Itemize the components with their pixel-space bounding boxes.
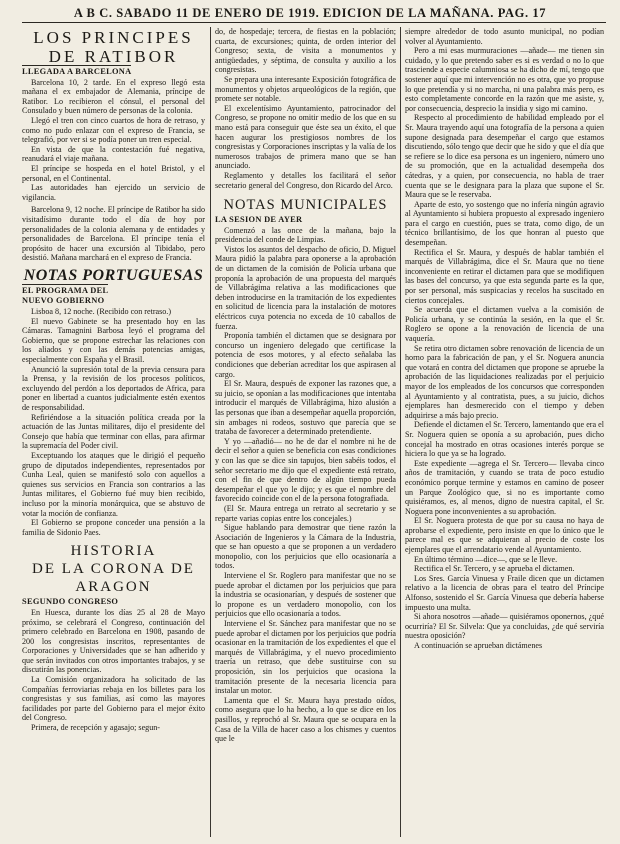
paragraph: siempre alrededor de todo asunto municipal, no podían volver al Ayuntamiento.	[405, 27, 604, 46]
article-title-aragon-a: HISTORIA	[70, 543, 157, 560]
paragraph: Se prepara una interesante Exposición fotográfica de monumentos y objetos arqueológicos de la región, que promete ser notable.	[215, 74, 396, 104]
article-subtitle-aragon: SEGUNDO CONGRESO	[22, 597, 119, 607]
paragraph: En último término —dice—, que se le lleve.	[414, 554, 558, 564]
column-1	[22, 27, 205, 837]
subtitle-text: EL PROGRAMA DEL	[22, 285, 109, 295]
paragraph: Defiende el dictamen el Sr. Tercero, lamentando que era el Sr. Noguera quien se oponía a su aprobación, pues dicho concejal ha mostrado en otras ocasiones interés porque se hiciera lo que ya se ha logrado.	[405, 420, 604, 459]
paragraph: El Gobierno se propone conceder una pensión a la familia de Sidonio Paes.	[22, 518, 205, 537]
paragraph: El Sr. Maura, después de exponer las razones que, a su juicio, se oponían a las modificaciones que intentaba introducir el marqués de Villabrágima, hizo alusión a las personas que iban a desempeñar aquella proporción, sin ambages ni rodeos, sostuvo que parecía que se trataba de favorecer a determinado pretendiente.	[215, 379, 396, 437]
paragraph: Pero a mi esas murmuraciones —añade— me tienen sin cuidado, y lo que pretendo saber es si es verdad o no lo que trasciende a especie calumniosa se ha dicho de mí, tengo que sostener aquí que mi intervención no es otra, que yo propuse lo que pretendía y si no marcha, ni una palabra más pero, es esto completamente concorde en la razón que me asiste, y, por consecuencia, desprecio la insidia y sigo mi camino.	[405, 46, 604, 113]
page-header: A B C. SABADO 11 DE ENERO DE 1919. EDICION DE LA MAÑANA. PAG. 17	[73, 6, 547, 20]
paragraph: Llegó el tren con cinco cuartos de hora de retraso, y como no pudo enlazar con el expreso de Francia, se telegrafió, por ver si se podía poner un tren especial.	[22, 115, 205, 145]
article-title-aragon-c: ARAGON	[75, 579, 152, 596]
paragraph: Reglamento y detalles los facilitará el señor secretario general del Congreso, don Ricardo del Arco.	[215, 170, 396, 190]
paragraph: El príncipe se hospeda en el hotel Bristol, y el personal, en el Continental.	[22, 163, 205, 183]
paragraph: Refiriéndose a la situación política creada por la actuación de las Juntas militares, dijo el presidente del Consejo que había que terminar con ellas, para afirmar la supremacía del Poder civil.	[22, 412, 205, 451]
article-title-ratibor-a: LOS PRINCIPES	[33, 28, 194, 47]
paragraph: Barcelona 9, 12 noche. El príncipe de Ratibor ha sido visitadísimo durante todo el día de hoy por personalidades de la colonia alemana y de entidades y personalidades de Barcelona. El príncipe tenía el propósito de hacer una excursión al Tibidabo, pero desistió. Mañana marchará en el expreso de Francia.	[22, 205, 205, 263]
paragraph: Aparte de esto, yo sostengo que no infería ningún agravio al Ayuntamiento si hubiera propuesto al expresado ingeniero para el cargo en cuestión, pues se trata, como digo, de un técnico brillantísimo, de los que honran al puesto que desempeñan.	[405, 199, 604, 248]
paragraph: Los Sres. García Vinuesa y Fraile dicen que un dictamen relativo a la licencia de obras para el teatro del Príncipe Alfonso, sostenido el Sr. García Vinuesa que debería haberse impuesto una multa.	[405, 573, 604, 612]
paragraph: En vista de que la contestación fué negativa, reanudará el viaje mañana.	[22, 144, 205, 164]
article-title-ratibor-b: DE RATIBOR	[48, 47, 179, 66]
paragraph: Y yo —añadió— no he de dar el nombre ni he de decir el señor a quien se beneficia con esas condiciones y con las que se dice sin tapujos, bien sabéis todos, el señor secretario me dijo que el expediente está retrato, con el fin de que dentro de algún tiempo pueda desempeñar el que yo le dijo; y es que el nombre del favorecido coincide con el de la persona fotografiada.	[215, 436, 396, 504]
paragraph: En Huesca, durante los días 25 al 28 de Mayo próximo, se celebrará el Congreso, continuación del primero celebrado en Barcelona en 1908, pasando de 200 los congresistas inscritos, representantes de Corporaciones y Universidades que se han adherido y que serán invitados con otros importantes trabajos, y se discutirán las ponencias.	[22, 607, 205, 675]
paragraph: Vistos los asuntos del despacho de oficio, D. Miguel Maura pidió la palabra para oponerse a la aprobación de un dictamen de la comisión de Policía urbana que proponía la aprobación de una propuesta del marqués de Villabrágima relativa a las modificaciones que deben introducirse en la tramitación de los expedientes en solicitud de licencia para la instalación de motores eléctricos cuya potencia no exceda de 10 caballos de fuerza.	[215, 244, 396, 331]
paragraph: Respecto al procedimiento de habilidad empleado por el Sr. Maura trayendo aquí una fotografía de la persona a quien supone designada para desempeñar el cargo que estamos discutiendo, sólo tengo que decir que he sido y que el día que se refiere se lo dice esa persona es un ingeniero, número uno de su promoción, que en la actualidad desempeña dos cátedras, y a quien, por consecuencia, no habla de traer cuenta que se le designara para la plaza que supone el Sr. Maura que se le reservaba.	[405, 113, 604, 200]
paragraph: Exceptuando los ataques que le dirigió el pequeño grupo de diputados independientes, representados por Cunha Leal, quien se manifestó solo con aquellos a quienes sus servicios en Francia son contrarios a las Juntas militares, el Gobierno fué muy bien recibido, incluso por la minoría monárquica, que se abstuvo de votar la moción de confianza.	[22, 450, 205, 518]
column-3	[405, 27, 604, 837]
column-divider-2	[400, 27, 401, 837]
paragraph: Las autoridades han ejercido un servicio de vigilancia.	[22, 183, 205, 202]
paragraph: Se acuerda que el dictamen vuelva a la comisión de Policía urbana, y se continúa la sesión, en la que el Sr. Roglero se opone a la renovación de licencia de una vaquería.	[405, 305, 604, 343]
column-2	[215, 27, 396, 837]
paragraph: El excelentísimo Ayuntamiento, patrocinador del Congreso, se propone no omitir medio de los que en su mano está para conseguir que éste sea un éxito, el que hacen augurar los prestigiosos nombres de los congresistas y Corporaciones inscriptas y la valía de los numerosos trabajos de primera mano que se han anunciado.	[215, 103, 396, 171]
article-title-portugal: NOTAS PORTUGUESAS	[23, 266, 204, 284]
paragraph: (El Sr. Maura entrega un retrato al secretario y se reparte varias copias entre los concejales.)	[215, 503, 396, 523]
paragraph: Rectifica el Sr. Maura, y después de hablar también el marqués de Villabrágima, dice el Sr. Maura que no tiene inconveniente en retirar el dictamen para que se modifiquen las bases del concurso, ya que esta segunda parte es la que, por ser personal, más suspicacias y recelos ha suscitado en ciertos concejales.	[405, 247, 604, 305]
paragraph: do, de hospedaje; tercera, de fiestas en la población; cuarta, de excursiones; quinta, de orden interior del Congreso; sexta, de visita a monumentos y antigüedades, y séptima, de consulta y auxilio a los congresistas.	[215, 27, 396, 75]
paragraph: Anunció la supresión total de la previa censura para la Prensa, y la revisión de los procesos políticos, excluyendo del perdón a los deportados de Africa, para poner en libertad a cuantos judicialmente estén exentos de responsabilidad.	[22, 364, 205, 412]
paragraph: Este expediente —agrega el Sr. Tercero— llevaba cinco años de tramitación, y cuando se trata de poco estudio económico porque termine y estamos en camino de poseer un Parque Zoológico que, si no es importante como quisiéramos, es, al menos, digno de nuestra capital, el Sr. Noguera pone inconvenientes a su aprobación.	[405, 458, 604, 516]
paragraph: Lamenta que el Sr. Maura haya prestado oídos, como asegura que lo ha hecho, a lo que se dice en los pasillos, y reprochó al Sr. Maura que se ocupara en la Casa de la Villa de hacer caso a los chismes y cuentos que le	[215, 695, 396, 744]
paragraph: Lisboa 8, 12 noche. (Recibido con retraso.)	[31, 307, 172, 317]
header-rule	[22, 22, 606, 23]
paragraph: Rectifica el Sr. Tercero, y se aprueba el dictamen.	[414, 564, 575, 574]
article-subtitle-ratibor	[22, 67, 205, 77]
article-title-municipales: NOTAS MUNICIPALES	[223, 197, 388, 214]
paragraph: Sigue hablando para demostrar que tiene razón la Asociación de Ingenieros y la Cámara de la Industria, que se han opuesto a que se proponen a un verdadero monopolio, con los perjuicios que ello ocasionaría a todos.	[215, 523, 396, 571]
paragraph: Se retira otro dictamen sobre renovación de licencia de un horno para la fabricación de pan, y el Sr. Noguera anuncia que votará en contra del dictamen que propone se apruebe la aprobación de las liquidaciones realizadas por el perjuicio mayor de los empleados de los concursos que corresponden al Ayuntamiento y al contratista, pues, a su juicio, dichos ejemplares han desmerecido con el tiempo y deben adquirirse a más bajo precio.	[405, 343, 604, 420]
article-subtitle-portugal-b: NUEVO GOBIERNO	[22, 296, 105, 306]
column-divider-1	[210, 27, 211, 837]
paragraph: El nuevo Gabinete se ha presentado hoy en las Cámaras. Tamagnini Barbosa leyó el programa del Gobierno, que se propone estrechar las relaciones con los aliados y con las demás potencias amigas, especialmente con España y el Brasil.	[22, 316, 205, 365]
article-title-aragon-b: DE LA CORONA DE	[32, 561, 195, 578]
paragraph: Barcelona 10, 2 tarde. En el expreso llegó esta mañana el ex embajador de Alemania, príncipe de Ratibor. Lo recibieron el cónsul, el personal del Consulado y buen número de personas de la colonia.	[22, 77, 205, 116]
paragraph: Si ahora nosotros —añade— quisiéramos oponernos, ¿qué ocurriría? El Sr. Silvela: Que ya concluidas, ¿de qué serviría nuestra oposición?	[405, 612, 604, 641]
paragraph: A continuación se aprueban dictámenes	[414, 641, 543, 650]
paragraph: La Comisión organizadora ha solicitado de las Compañías ferroviarias rebaja en los billetes para los congresistas y sus familias, así como las mayores facilidades por parte del Gobierno para el mejor éxito del Congreso.	[22, 675, 205, 723]
paragraph: Comenzó a las once de la mañana, bajo la presidencia del conde de Limpias.	[215, 225, 396, 245]
article-subtitle-municipales: LA SESION DE AYER	[215, 215, 303, 225]
paragraph: Interviene el Sr. Sánchez para manifestar que no se puede aprobar el dictamen por los perjuicios que podría ocasionar en la tramitación de los expedientes el que el marqués de Villabrágima, y el nuevo procedimiento traería un retraso, que debe sustituirse con su proposición, sin los perjuicios que ocasiona la tramitación presente de la necesaria licencia para instalar un motor.	[215, 619, 396, 696]
subtitle-text: LLEGADA A BARCELONA	[22, 67, 132, 76]
article-subtitle-portugal-a	[22, 286, 205, 296]
paragraph: Proponía también el dictamen que se designara por concurso un ingeniero delegado que certificase la potencia de esos motores, y al efecto señalaba las condiciones que deberían acreditar los que aspirasen al cargo.	[215, 331, 396, 379]
paragraph: Primera, de recepción y agasajo; segun-	[31, 723, 160, 733]
paragraph: El Sr. Noguera protesta de que por su causa no haya de aprobarse el expediente, pero insiste en que lo único que le parece mal es que se adquieran al precio de coste los ejemplares que el arrendatario vende al Ayuntamiento.	[405, 516, 604, 555]
paragraph: Interviene el Sr. Roglero para manifestar que no se puede aprobar el dictamen por los perjuicios que para la industria se ocasionarían, y después de sostener que lo propone es un verdadero monopolio, con los perjuicios que ello ocasionaría a todos.	[215, 571, 396, 619]
